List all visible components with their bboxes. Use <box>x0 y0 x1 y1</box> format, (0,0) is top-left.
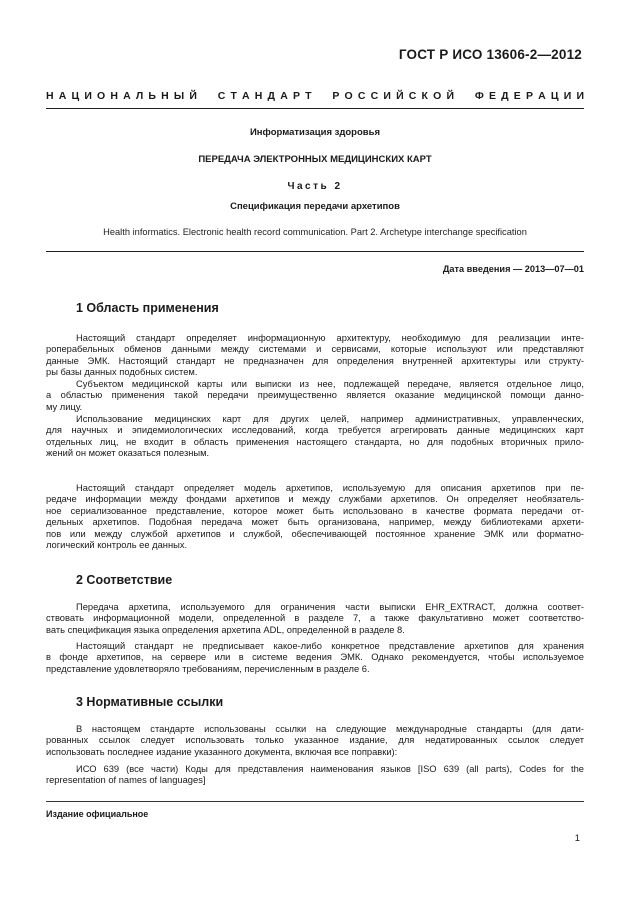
page-number: 1 <box>574 833 580 844</box>
section-1-paragraph-4 <box>46 483 584 551</box>
paragraph-line: Использование медицинских карт для других целей, например административных, управленческих, <box>76 414 584 424</box>
paragraph-line: редаче информации между фондами архетипов и между службами архетипов. Он определяет необязатель- <box>46 494 584 505</box>
section-3-paragraph-2 <box>46 764 584 787</box>
paragraph-line: В настоящем стандарте использованы ссылки на следующие международные стандарты (для дати- <box>76 724 584 734</box>
paragraph-line: ИСО 639 (все части) Коды для представления наименования языков [ISO 639 (all parts), Codes for the <box>76 764 584 774</box>
title-divider <box>46 251 584 252</box>
paragraph-line: Настоящий стандарт определяет информационную архитектуру, необходимую для реализации инте- <box>76 333 584 343</box>
official-edition-note: Издание официальное <box>46 809 149 819</box>
paragraph-line: Настоящий стандарт не предписывает какое-либо конкретное представление архетипов для хранения <box>76 641 584 651</box>
section-2-heading: 2 Соответствие <box>76 573 173 587</box>
paragraph-line: дельных архетипов. Подобная передача может быть организована, например, между библиотеками архети- <box>46 517 584 528</box>
document-code: ГОСТ Р ИСО 13606-2—2012 <box>398 47 582 62</box>
paragraph-line: роперабельных обменов данными между системами и сервисами, которые используют или представляют <box>46 344 584 355</box>
title-part: Часть 2 <box>287 181 343 192</box>
title-category: Информатизация здоровья <box>249 127 381 138</box>
paragraph-line: ное сериализованное представление, которое может быть использовано в качестве формата передачи от- <box>46 505 584 516</box>
section-2-paragraph-1 <box>46 602 584 636</box>
paragraph-line: а областью применения такой передачи преимущественно является оказание медицинской помощи данно- <box>46 390 584 401</box>
section-3-heading: 3 Нормативные ссылки <box>76 695 224 709</box>
paragraph-line: пов или между службой архетипов и службой, обеспечивающей постоянное хранение ЭМК или форматно- <box>46 528 584 539</box>
paragraph-line: ры базы данных подобных систем. <box>46 367 198 378</box>
paragraph-line: Субъектом медицинской карты или выписки из нее, подлежащей передаче, является отдельное лицо, <box>76 379 584 389</box>
section-2-paragraph-2 <box>46 641 584 675</box>
paragraph-line: в фонде архетипов, на сервере или в системе ведения ЭМК. Однако рекомендуется, чтобы используемое <box>46 652 584 663</box>
paragraph-line: Передача архетипа, используемого для ограничения части выписки EHR_EXTRACT, должна соответ- <box>76 602 584 612</box>
section-1-heading: 1 Область применения <box>76 301 219 315</box>
paragraph-line: логический контроль ее данных. <box>46 540 188 551</box>
paragraph-line: Настоящий стандарт определяет модель архетипов, используемую для описания архетипов при пе- <box>76 483 584 493</box>
section-1-paragraph-3 <box>46 414 584 460</box>
paragraph-line: вать спецификация языка определения архетипа ADL, определенной в разделе 8. <box>46 624 405 635</box>
paragraph-line: му лицу. <box>46 401 83 412</box>
title-english: Health informatics. Electronic health record communication. Part 2. Archetype interchange specification <box>103 227 527 237</box>
title-subtitle: Спецификация передачи архетипов <box>230 201 400 212</box>
paragraph-line: представление удовлетворяло требованиям, перечисленным в разделе 6. <box>46 663 370 674</box>
header-divider <box>46 108 584 109</box>
paragraph-line: отдельных лиц, не входит в область применения настоящего стандарта, но для подобных вторичных прило- <box>46 436 584 447</box>
paragraph-line: жений он может оказаться полезным. <box>46 448 210 459</box>
section-1-paragraph-1 <box>46 333 584 379</box>
paragraph-line: рованных ссылок следует использовать только указанное издание, для недатированных ссылок следует <box>46 735 584 746</box>
footer-divider <box>46 801 584 802</box>
national-standard-banner: Н А Ц И О Н А Л Ь Н Ы Й С Т А Н Д А Р Т Р О С С И Й С К О Й Ф Е Д Е Р А Ц И И <box>46 90 584 102</box>
section-1-paragraph-2 <box>46 379 584 413</box>
paragraph-line: ствовать информационной модели, определенной в разделе 7, а также факультативно может соответство- <box>46 613 584 624</box>
paragraph-line: для научных и эпидемиологических исследований, когда требуется агрегировать данные медицинских карт <box>46 425 584 436</box>
title-main: ПЕРЕДАЧА ЭЛЕКТРОННЫХ МЕДИЦИНСКИХ КАРТ <box>198 154 432 165</box>
date-of-introduction: Дата введения — 2013—07—01 <box>442 264 584 274</box>
section-3-paragraph-1 <box>46 724 584 758</box>
paragraph-line: использовать последнее издание указанного документа, включая все поправки): <box>46 746 398 757</box>
paragraph-line: representation of names of languages] <box>46 775 206 786</box>
paragraph-line: данные ЭМК. Настоящий стандарт не предназначен для определения внутренней архитектуры или структу- <box>46 355 584 366</box>
